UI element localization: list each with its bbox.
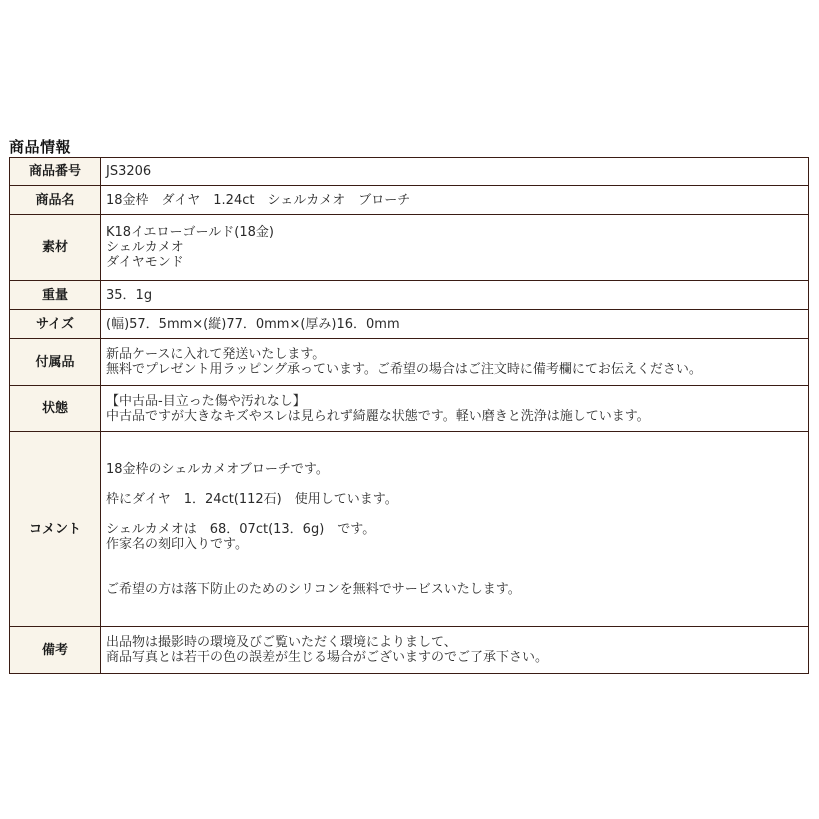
row-label-product-number: 商品番号 — [10, 158, 101, 186]
row-label-product-name: 商品名 — [10, 186, 101, 215]
table-row — [10, 158, 809, 186]
row-value-material — [101, 215, 809, 281]
value-line: ダイヤモンド — [106, 255, 184, 270]
row-value-size — [101, 310, 809, 339]
value-line: 【中古品-目立った傷や汚れなし】 — [106, 393, 306, 409]
row-label-condition: 状態 — [10, 386, 101, 432]
table-row — [10, 281, 809, 310]
row-label-material: 素材 — [10, 215, 101, 281]
row-value-condition — [101, 386, 809, 432]
row-label-accessories: 付属品 — [10, 339, 101, 386]
row-value-product-number — [101, 158, 809, 186]
table-row — [10, 186, 809, 215]
row-label-size: サイズ — [10, 310, 101, 339]
value-line: 枠にダイヤ 1．24ct(112石) 使用しています。 — [106, 491, 398, 507]
section-title: 商品情報 — [9, 138, 72, 156]
value-line: 無料でプレゼント用ラッピング承っています。ご希望の場合はご注文時に備考欄にてお伝えください。 — [106, 362, 702, 377]
value-line: K18イエローゴールド(18金) — [106, 225, 274, 240]
value-line: 新品ケースに入れて発送いたします。 — [106, 347, 326, 362]
table-row — [10, 386, 809, 432]
table-row — [10, 215, 809, 281]
row-value-accessories — [101, 339, 809, 386]
value-line: 18金枠のシェルカメオブローチです。 — [106, 461, 329, 477]
table-row — [10, 432, 809, 627]
row-label-weight: 重量 — [10, 281, 101, 310]
value-line: JS3206 — [106, 164, 152, 179]
value-line: (幅)57．5mm×(縦)77．0mm×(厚み)16．0mm — [106, 316, 400, 332]
value-line: 作家名の刻印入りです。 — [106, 536, 248, 552]
value-line: 商品写真とは若干の色の誤差が生じる場合がございますのでご了承下さい。 — [106, 650, 549, 665]
row-value-notes — [101, 627, 809, 674]
value-line: 出品物は撮影時の環境及びご覧いただく環境によりまして、 — [106, 635, 457, 650]
value-line: シェルカメオは 68．07ct(13．6g) です。 — [106, 521, 376, 537]
row-label-comment: コメント — [10, 432, 101, 627]
row-value-product-name — [101, 186, 809, 215]
table-row — [10, 627, 809, 674]
value-line: ご希望の方は落下防止のためのシリコンを無料でサービスいたします。 — [106, 581, 521, 597]
row-label-notes: 備考 — [10, 627, 101, 674]
value-line: 中古品ですが大きなキズやスレは見られず綺麗な状態です。軽い磨きと洗浄は施しています。 — [106, 408, 650, 424]
value-line: 35．1g — [106, 287, 153, 303]
spacer — [106, 477, 808, 492]
value-line: シェルカメオ — [106, 240, 184, 255]
row-value-weight — [101, 281, 809, 310]
table-row — [10, 339, 809, 386]
spacer — [106, 552, 808, 582]
row-value-comment — [101, 432, 809, 627]
spacer — [106, 507, 808, 522]
product-info-table — [9, 157, 809, 674]
table-row — [10, 310, 809, 339]
value-line: 18金枠 ダイヤ 1.24ct シェルカメオ ブローチ — [106, 192, 411, 208]
